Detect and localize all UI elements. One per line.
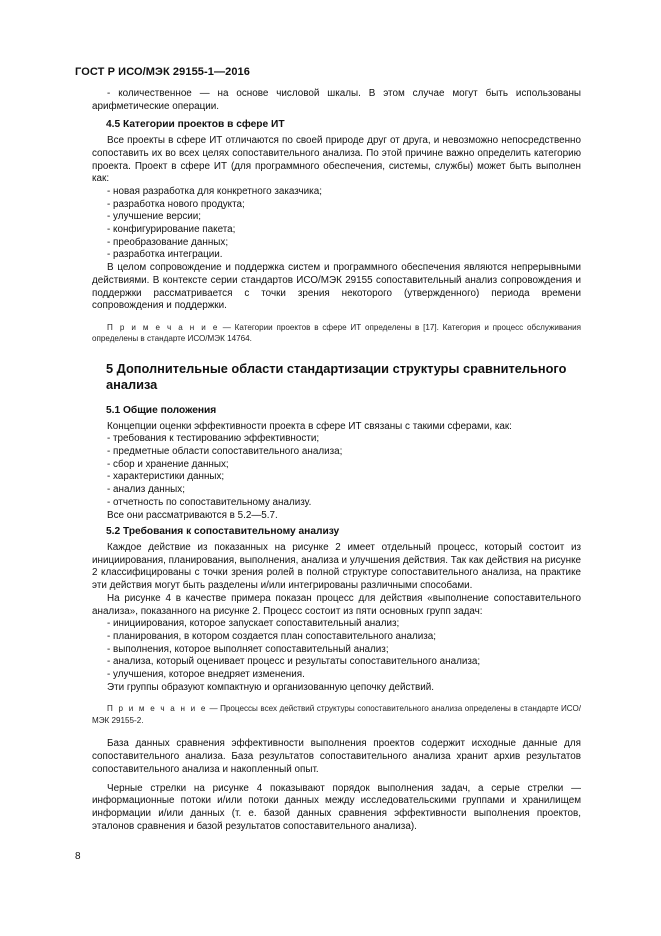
document-header: ГОСТ Р ИСО/МЭК 29155-1—2016 <box>75 66 250 78</box>
section-5-2-note <box>92 703 581 726</box>
section-4-5-para1: Все проекты в сфере ИТ отличаются по своей природе друг от друга, и невозможно непосредственно сопоставить их во всех целях сопоставительного анализа. По этой причине важно определить категорию проекта. Проект в сфере ИТ (для программного обеспечения, системы, службы) может быть выполнен как: <box>92 135 581 185</box>
section-5-1-para2: Все они рассматриваются в 5.2—5.7. <box>107 509 278 521</box>
list-item: - новая разработка для конкретного заказчика; <box>107 185 322 197</box>
list-item: - конфигурирование пакета; <box>107 224 236 236</box>
section-4-5-note <box>92 322 581 345</box>
page-number: 8 <box>75 851 81 862</box>
list-item: - характеристики данных; <box>107 471 225 483</box>
list-item: - улучшения, которое внедряет изменения. <box>107 669 305 681</box>
concepts-list <box>92 433 581 509</box>
section-5-2-para4: База данных сравнения эффективности выполнения проектов содержит исходные данные для сопоставительного анализа. База результатов сопоставительного анализа хранит архив результатов сопоставительного анализа и накопленный опыт. <box>92 738 581 775</box>
note-text: — Категории проектов в сфере ИТ определены в [17]. Категория и процесс обслуживания определены в стандарте ИСО/МЭК 14764. <box>92 322 581 344</box>
section-5-2-para1: Каждое действие из показанных на рисунке 2 имеет отдельный процесс, который состоит из инициирования, планирования, выполнения, анализа и улучшения действия. Так как действия на рисунке 2 классифицированы с точки зрения ролей в полной структуре сопоставительного анализа, на практике эти действия могут быть разделены и/или интегрированы различными способами. <box>92 541 581 592</box>
list-item: - предметные области сопоставительного анализа; <box>107 446 343 458</box>
list-item: - отчетность по сопоставительному анализу. <box>107 496 312 508</box>
section-5-heading: 5 Дополнительные области стандартизации структуры сравнительного анализа <box>106 360 567 392</box>
list-item: - анализ данных; <box>107 484 185 496</box>
task-groups-list <box>92 618 581 682</box>
note-label: П р и м е ч а н и е <box>107 704 207 714</box>
list-item: - анализа, который оценивает процесс и результаты сопоставительного анализа; <box>107 656 481 668</box>
section-5-2-para3: Эти группы образуют компактную и организованную цепочку действий. <box>107 681 435 693</box>
list-item: - преобразование данных; <box>107 236 229 248</box>
section-5-2-para2: На рисунке 4 в качестве примера показан процесс для действия «выполнение сопоставительного анализа», показанного на рисунке 2. Процесс состоит из пяти основных групп задач: <box>92 592 581 617</box>
list-item: - сбор и хранение данных; <box>107 458 229 470</box>
list-item: - инициирования, которое запускает сопоставительный анализ; <box>107 618 400 630</box>
list-item: - требования к тестированию эффективности; <box>107 433 320 445</box>
intro-bullet: - количественное — на основе числовой шкалы. В этом случае могут быть использованы арифметические операции. <box>92 88 581 112</box>
note-text: — Процессы всех действий структуры сопоставительного анализа определены в стандарте ИСО/МЭК 29155-2. <box>92 704 581 725</box>
section-4-5-heading: 4.5 Категории проектов в сфере ИТ <box>106 119 285 131</box>
section-4-5-para2: В целом сопровождение и поддержка систем и программного обеспечения являются непрерывными действиями. В контексте серии стандартов ИСО/МЭК 29155 сопоставительный анализ сопровождения и поддержки рассматривается с точки зрения некоторого (утвержденного) периода времени сопровождения и поддержки. <box>92 262 581 312</box>
page-content <box>92 88 581 833</box>
list-item: - планирования, в котором создается план сопоставительного анализа; <box>107 630 437 642</box>
note-label: П р и м е ч а н и е <box>107 322 219 332</box>
project-categories-list <box>92 186 581 262</box>
section-5-2-para5: Черные стрелки на рисунке 4 показывают порядок выполнения задач, а серые стрелки — информационные потоки и/или потоки данных между исследовательскими группами и хранилищем информации и/или данных (т. е. базой данных сравнения эффективности выполнения проектов, эталонов сравнения и базой результатов сопоставительного анализа). <box>92 782 581 832</box>
list-item: - разработка интеграции. <box>107 249 223 261</box>
section-5-1-para1: Концепции оценки эффективности проекта в сфере ИТ связаны с такими сферами, как: <box>107 420 512 432</box>
list-item: - улучшение версии; <box>107 211 202 223</box>
list-item: - разработка нового продукта; <box>107 198 245 210</box>
section-5-1-heading: 5.1 Общие положения <box>106 404 217 416</box>
list-item: - выполнения, которое выполняет сопоставительный анализ; <box>107 643 389 655</box>
section-5-2-heading: 5.2 Требования к сопоставительному анализу <box>106 526 340 538</box>
